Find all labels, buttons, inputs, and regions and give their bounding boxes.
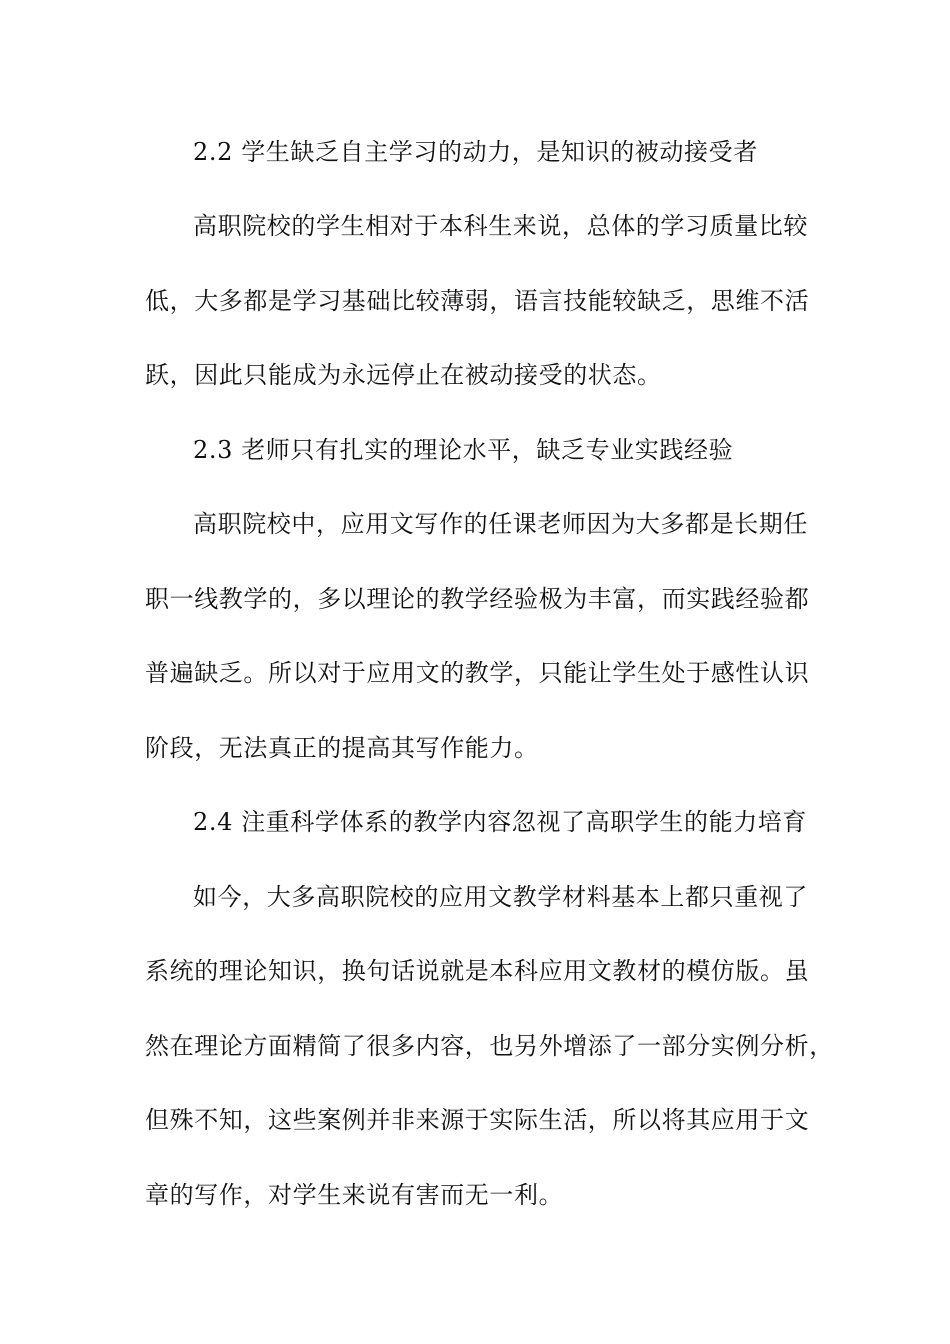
paragraph-line: 但殊不知，这些案例并非来源于实际生活，所以将其应用于文 (145, 1106, 810, 1134)
paragraph-line: 跃，因此只能成为永远停止在被动接受的状态。 (145, 361, 662, 389)
paragraph-line: 章的写作，对学生来说有害而无一利。 (145, 1181, 564, 1209)
paragraph-line: 高职院校中，应用文写作的任课老师因为大多都是长期任 (193, 510, 808, 538)
section-heading-2-3: 2.3 老师只有扎实的理论水平，缺乏专业实践经验 (193, 436, 734, 464)
paragraph-line: 职一线教学的，多以理论的教学经验极为丰富，而实践经验都 (145, 585, 810, 613)
paragraph-line: 低，大多都是学习基础比较薄弱，语言技能较缺乏，思维不活 (145, 287, 810, 315)
paragraph-line: 阶段，无法真正的提高其写作能力。 (145, 734, 539, 762)
paragraph-line: 如今，大多高职院校的应用文教学材料基本上都只重视了 (193, 883, 808, 911)
paragraph-line: 然在理论方面精简了很多内容，也另外增添了一部分实例分析， (145, 1032, 834, 1060)
section-heading-2-4: 2.4 注重科学体系的教学内容忽视了高职学生的能力培育 (193, 808, 807, 836)
paragraph-line: 系统的理论知识，换句话说就是本科应用文教材的模仿版。虽 (145, 957, 810, 985)
section-heading-2-2: 2.2 学生缺乏自主学习的动力，是知识的被动接受者 (193, 138, 758, 166)
paragraph-line: 普遍缺乏。所以对于应用文的教学，只能让学生处于感性认识 (145, 659, 810, 687)
paragraph-line: 高职院校的学生相对于本科生来说，总体的学习质量比较 (193, 212, 808, 240)
